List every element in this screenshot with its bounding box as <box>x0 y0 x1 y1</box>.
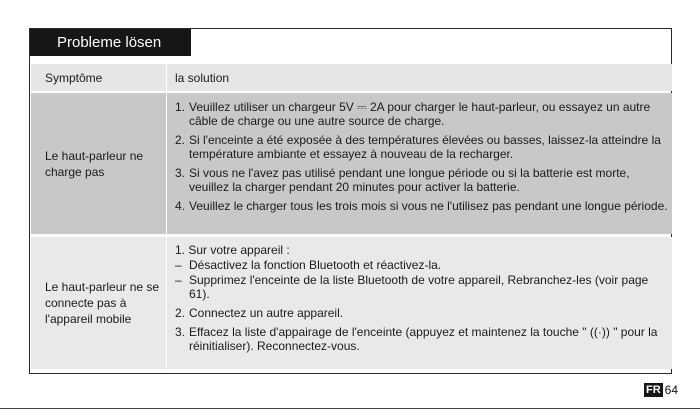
troubleshooting-page <box>29 28 672 374</box>
header-symptom: Symptôme <box>31 64 167 91</box>
solution-subitem: – Désactivez la fonction Bluetooth et réactivez-la. <box>175 258 442 272</box>
solution-item: 2. Si l'enceinte a été exposée à des températures élevées ou basses, laissez-la atteindre la température ambiante et essayez à nouveau de la recharger. <box>175 133 661 161</box>
troubleshooting-table <box>31 64 672 369</box>
symptom-cell: Le haut-parleur ne se connecte pas à l'appareil mobile <box>31 237 167 369</box>
solution-cell <box>167 237 672 369</box>
solution-item: 1. Sur votre appareil : <box>175 243 290 257</box>
table-row <box>31 93 672 234</box>
section-title: Probleme lösen <box>30 29 191 56</box>
solution-item: 2. Connectez un autre appareil. <box>175 306 344 320</box>
solution-subitem: – Supprimez l'enceinte de la liste Bluetooth de votre appareil, Rebranchez-les (voir page 61). <box>175 273 649 301</box>
language-tag: FR <box>646 384 661 396</box>
solution-item: 3. Effacez la liste d'appairage de l'enceinte (appuyez et maintenez la touche " ((·)) " pour la réinitialiser). Reconnectez-vous. <box>175 325 658 353</box>
table-row <box>31 237 672 369</box>
solution-item: 4. Veuillez le charger tous les trois mois si vous ne l'utilisez pas pendant une longue période. <box>175 199 668 213</box>
header-solution: la solution <box>175 70 230 85</box>
solution-item: 1. Veuillez utiliser un chargeur 5V ⎓ 2A pour charger le haut-parleur, ou essayez un autre câble de charge ou une autre source de charge. <box>175 100 651 128</box>
symptom-cell: Le haut-parleur ne charge pas <box>31 93 167 234</box>
solution-cell <box>167 93 672 234</box>
page-number: 64 <box>664 383 679 397</box>
table-header-row <box>31 64 672 91</box>
bottom-rule <box>0 408 700 409</box>
solution-item: 3. Si vous ne l'avez pas utilisé pendant une longue période ou si la batterie est morte, veuillez la charger pendant 20 minutes pour activer la batterie. <box>175 166 630 194</box>
page-badge <box>644 383 678 397</box>
